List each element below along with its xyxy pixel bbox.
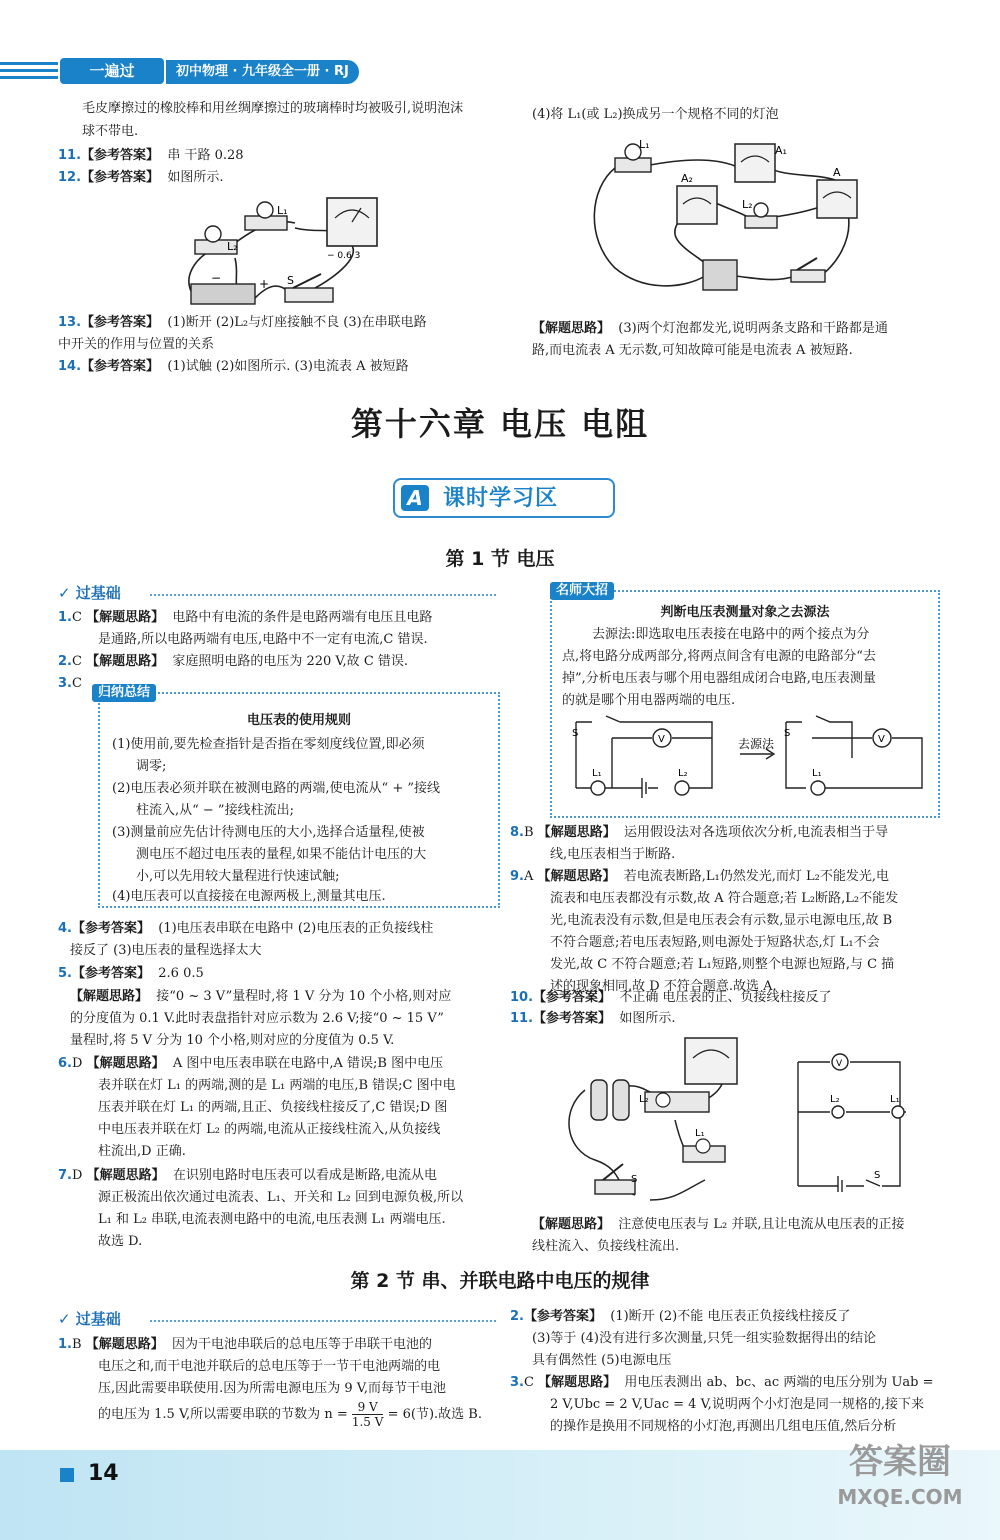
label-l2: L₂ [678,768,688,779]
question-number: 3. [510,1375,524,1390]
brand-logo: 一遍过 [60,58,164,84]
label-l2: L₂ [742,198,753,211]
tip-text: 故选 D. [98,1234,143,1249]
label-s: S [874,1170,881,1181]
answer-choice: C [71,654,82,669]
watermark-url: MXQE.COM [837,1485,963,1509]
tip-text: 中电压表并联在灯 L₂ 的两端,电流从正接线柱流入,从负接线 [98,1122,441,1137]
tip-text: A 图中电压表串联在电路中,A 错误;B 图中电压 [172,1056,444,1071]
tip-tag: 【解题思路】 [85,1337,164,1352]
question-number: 6. [58,1056,72,1071]
tip-text: 不符合题意;若电压表短路,则电源处于短路状态,灯 L₁不会 [550,935,880,950]
voltmeter-label: V [658,734,665,745]
divider [150,1320,496,1322]
tip-text: 线,电压表相当于断路. [550,847,676,862]
tip-text: 在识别电路时电压表可以看成是断路,电流从电 [172,1168,437,1183]
tip-text: 光,电流表没有示数,但是电压表会有示数,显示电源电压,故 B [550,913,893,928]
answer-text: (1)试触 (2)如图所示. (3)电流表 A 被短路 [167,359,409,374]
label-a: A [833,166,841,179]
answer-text: (1)电压表串联在电路中 (2)电压表的正负接线柱 [158,921,434,936]
figure-12-circuit [175,188,395,310]
answer-tag: 【参考答案】 [533,990,612,1005]
continued-text: 毛皮摩擦过的橡胶棒和用丝绸摩擦过的玻璃棒时均被吸引,说明泡沫 [82,101,464,116]
answer-text: 2.6 0.5 [158,966,204,981]
tip-tag: 【解题思路】 [532,1217,611,1232]
summary-tag: 归纳总结 [92,684,156,702]
answer-choice: D [71,1168,83,1183]
answer-text: 串 干路 0.28 [167,148,244,163]
answer-text: (4)将 L₁(或 L₂)换成另一个规格不同的灯泡 [532,107,779,122]
tip-text: 量程时,将 5 V 分为 10 个小格,则对应的分度值为 0.5 V. [70,1033,395,1048]
question-number: 11. [510,1011,534,1026]
answer-text: (1)断开 (2)不能 电压表正负接线柱接反了 [610,1309,851,1324]
label-a1: A₁ [775,144,787,157]
method-line: 点,将电路分成两部分,将两点间含有电源的电路部分“去 [562,649,876,664]
tip-text: 2 V,Ubc = 2 V,Uac = 4 V,说明两个小灯泡是同一规格的,接下来 [550,1397,924,1412]
chapter-title: 第十六章 电压 电阻 [350,405,650,443]
answer-tag: 【参考答案】 [71,921,150,936]
tip-text: 流表和电压表都没有示数,故 A 符合题意;若 L₂断路,L₂不能发 [550,891,899,906]
tip-text: 述的现象相同,故 D 不符合题意.故选 A. [550,979,777,994]
answer-text: 不正确 电压表的正、负接线柱接反了 [619,990,832,1005]
method-line: 的就是哪个用电器两端的电压. [562,693,736,708]
tip-text: 线柱流入、负接线柱流出. [532,1239,680,1254]
tip-text: 源正极流出依次通过电流表、L₁、开关和 L₂ 回到电源负极,所以 [98,1190,464,1205]
tip-text: 家庭照明电路的电压为 220 V,故 C 错误. [172,654,409,669]
rule-line: 测电压不超过电压表的量程,如果不能估计电压的大 [136,847,427,862]
rules-title: 电压表的使用规则 [246,713,351,728]
answer-tag: 【参考答案】 [71,966,150,981]
label-a2: A₂ [681,172,693,185]
label-s: S [631,1174,638,1185]
tip-text: 是通路,所以电路两端有电压,电路中不一定有电流,C 错误. [98,632,428,647]
question-number: 13. [58,315,82,330]
tip-tag: 【解题思路】 [86,1168,165,1183]
question-number: 2. [510,1309,524,1324]
tip-tag: 【解题思路】 [537,825,616,840]
label-scale: − 0.6 3 [327,251,361,261]
tip-tag: 【解题思路】 [86,610,165,625]
tip-text: 注意使电压表与 L₂ 并联,且让电流从电压表的正接 [618,1217,905,1232]
tip-text: 压表并联在灯 L₁ 的两端,且正、负接线柱接反了,C 错误;D 图 [98,1100,448,1115]
answer-text: (1)断开 (2)L₂与灯座接触不良 (3)在串联电路 [167,315,427,330]
rule-line: (1)使用前,要先检查指针是否指在零刻度线位置,即必须 [112,737,425,752]
switch-label: S [784,728,791,739]
tip-text: 运用假设法对各选项依次分析,电流表相当于导 [623,825,889,840]
tips-box [550,590,940,818]
figure-11-real-circuit [555,1030,755,1210]
label-l1: L₁ [592,768,602,779]
tip-text: 若电流表断路,L₁仍然发光,而灯 L₂不能发光,电 [623,869,890,884]
answer-choice: A [523,869,534,884]
watermark [820,1440,980,1530]
section-2-title: 第 2 节 串、并联电路中电压的规律 [350,1270,650,1292]
answer-choice: D [71,1056,83,1071]
method-title: 判断电压表测量对象之去源法 [660,605,830,620]
voltmeter-label: V [836,1059,843,1069]
tip-tag: 【解题思路】 [86,1056,165,1071]
fraction: $\frac{9 V}{1.5 V}$ [351,1400,384,1429]
label-l1: L₁ [695,1128,705,1139]
zone-banner [393,478,615,518]
question-number: 12. [58,170,82,185]
label-minus: − [211,271,222,285]
answer-tag: 【参考答案】 [533,1011,612,1026]
tip-text: 的电压为 1.5 V,所以需要串联的节数为 n = [98,1407,348,1422]
page-number: 14 [88,1461,119,1486]
rule-line: (4)电压表可以直接接在电源两极上,测量其电压. [112,889,386,904]
tip-text: 的分度值为 0.1 V.此时表盘指针对应示数为 2.6 V;接“0 ~ 15 V” [70,1011,444,1026]
question-number: 10. [510,990,534,1005]
voltmeter-label: V [878,734,885,745]
basic-label: ✓ 过基础 [58,584,121,602]
tip-text: (3)两个灯泡都发光,说明两条支路和干路都是通 [618,321,888,336]
label-l2: L₂ [830,1094,840,1105]
tip-text: 柱流出,D 正确. [98,1144,186,1159]
question-number: 9. [510,869,524,884]
answer-choice: C [71,610,82,625]
method-line: 去源法:即选取电压表接在电路中的两个接点为分 [592,627,870,642]
arrow-label: 去源法 [738,737,775,751]
tip-text: 的操作是换用不同规格的小灯泡,再测出几组电压值,然后分析 [550,1419,897,1434]
label-l2: L₂ [639,1094,649,1105]
question-number: 8. [510,825,524,840]
question-number: 5. [58,966,72,981]
question-number: 11. [58,148,82,163]
answer-choice: B [523,825,534,840]
tip-tag: 【解题思路】 [532,321,611,336]
answer-tag: 【参考答案】 [81,170,160,185]
tip-text: 发光,故 C 不符合题意;若 L₁短路,则整个电源也短路,与 C 描 [550,957,895,972]
zone-letter: A [401,485,429,511]
rule-line: 调零; [136,759,167,774]
answer-tag: 【参考答案】 [81,148,160,163]
label-l1: L₁ [639,138,650,151]
answer-choice: C [523,1375,534,1390]
tip-tag: 【解题思路】 [537,869,616,884]
answer-text: (3)等于 (4)没有进行多次测量,只凭一组实验数据得出的结论 [532,1331,877,1346]
label-l2: L₂ [227,240,238,253]
tip-text: 电压之和,而干电池并联后的总电压等于一节干电池两端的电 [98,1359,441,1374]
answer-choice: C [71,676,82,691]
tip-text: 电路中有电流的条件是电路两端有电压且电路 [172,610,433,625]
answer-tag: 【参考答案】 [523,1309,602,1324]
question-number: 1. [58,610,72,625]
book-breadcrumb: 初中物理 · 九年级全一册 · RJ [166,60,359,84]
figure-11-schematic [790,1052,920,1192]
divider [150,594,496,596]
question-number: 14. [58,359,82,374]
answer-text: 接反了 (3)电压表的量程选择太大 [70,943,262,958]
continued-text: 球不带电. [82,124,139,139]
tip-text: = 6(节).故选 B. [387,1407,482,1422]
zone-title: 课时学习区 [443,486,559,511]
method-circuits [562,708,932,814]
question-number: 2. [58,654,72,669]
tip-text: 接“0 ~ 3 V”量程时,将 1 V 分为 10 个小格,则对应 [156,989,452,1004]
answer-text: 如图所示. [167,170,224,185]
label-l1: L₁ [890,1094,900,1105]
basic-label: ✓ 过基础 [58,1310,121,1328]
label-l1: L₁ [277,204,288,217]
question-number: 7. [58,1168,72,1183]
tip-text: 路,而电流表 A 无示数,可知故障可能是电流表 A 被短路. [532,343,853,358]
rule-line: 小,可以先用较大量程进行快速试触; [136,869,340,884]
tip-text: 因为干电池串联后的总电压等于串联干电池的 [171,1337,432,1352]
tip-tag: 【解题思路】 [86,654,165,669]
tip-tag: 【解题思路】 [538,1375,617,1390]
rule-line: (3)测量前应先估计待测电压的大小,选择合适量程,使被 [112,825,425,840]
question-number: 3. [58,676,72,691]
label-s: S [287,274,294,287]
answer-tag: 【参考答案】 [81,315,160,330]
label-plus: + [259,277,270,291]
answer-text: 具有偶然性 (5)电源电压 [532,1353,672,1368]
rule-line: (2)电压表必须并联在被测电路的两端,使电流从“ + ”接线 [112,781,440,796]
tip-tag: 【解题思路】 [70,989,149,1004]
switch-label: S [572,728,579,739]
tip-text: 表并联在灯 L₁ 的两端,测的是 L₁ 两端的电压,B 错误;C 图中电 [98,1078,456,1093]
page-marker [60,1468,74,1482]
tip-text: 压,因此需要串联使用.因为所需电源电压为 9 V,而每节干电池 [98,1381,447,1396]
summary-box [98,692,500,908]
tip-text: L₁ 和 L₂ 串联,电流表测电路中的电流,电压表测 L₁ 两端电压. [98,1212,446,1227]
question-number: 1. [58,1337,72,1352]
method-line: 掉”,分析电压表与哪个用电器组成闭合电路,电压表测量 [562,671,876,686]
rule-line: 柱流入,从“ − ”接线柱流出; [136,803,294,818]
answer-tag: 【参考答案】 [81,359,160,374]
figure-14-circuit [585,128,865,308]
watermark-title: 答案圈 [849,1442,951,1482]
label-l1: L₁ [812,768,822,779]
answer-choice: B [71,1337,82,1352]
tip-text: 用电压表测出 ab、bc、ac 两端的电压分别为 Uab = [624,1375,934,1390]
answer-text: 中开关的作用与位置的关系 [58,337,215,352]
section-1-title: 第 1 节 电压 [445,548,555,570]
question-number: 4. [58,921,72,936]
answer-text: 如图所示. [619,1011,676,1026]
tips-tag: 名师大招 [550,582,614,600]
